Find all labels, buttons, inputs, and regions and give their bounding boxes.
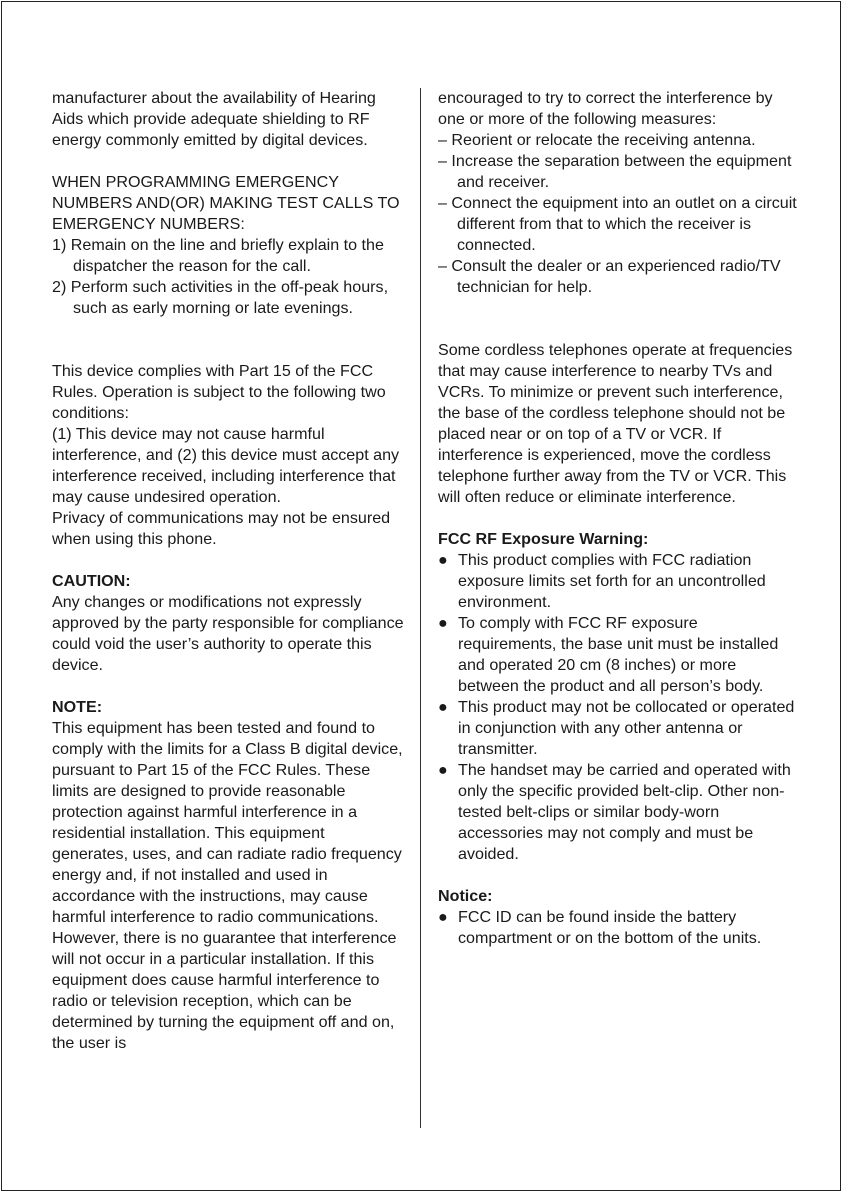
bullet-icon: ● xyxy=(438,614,448,632)
rf-item-text: This product complies with FCC radiation exposure limits set forth for an uncontrolled environment. xyxy=(458,551,766,611)
notice-item-text: FCC ID can be found inside the battery compartment or on the bottom of the units. xyxy=(458,908,762,947)
rf-item-2 xyxy=(438,613,800,697)
caution-text: Any changes or modifications not expressly approved by the party responsible for compliance could void the user’s authority to operate this device. xyxy=(52,593,404,674)
cordless-paragraph: Some cordless telephones operate at frequencies that may cause interference to nearby TVs and VCRs. To minimize or prevent such interference, the base of the cordless telephone should not be placed near or on top of a TV or VCR. If interference is experienced, move the cordless telephone further away from the TV or VCR. This will often reduce or eliminate interference. xyxy=(438,341,793,506)
notice-item-1 xyxy=(438,907,800,949)
rf-item-text: This product may not be collocated or operated in conjunction with any other antenna or transmitter. xyxy=(458,698,795,758)
measure-item-4: – Consult the dealer or an experienced radio/TV technician for help. xyxy=(438,257,781,296)
caution-heading: CAUTION: xyxy=(52,572,131,590)
measure-item-3: – Connect the equipment into an outlet on a circuit different from that to which the receiver is connected. xyxy=(438,194,797,254)
note-text: This equipment has been tested and found to comply with the limits for a Class B digital device, pursuant to Part 15 of the FCC Rules. These limits are designed to provide reasonable protection against harmful interference in a residential installation. This equipment generates, uses, and can radiate radio frequency energy and, if not installed and used in accordance with the instructions, may cause harmful interference to radio communications. However, there is no guarantee that interference will not occur in a particular installation. If this equipment does cause harmful interference to radio or television reception, which can be determined by turning the equipment off and on, the user is xyxy=(52,719,403,1052)
rf-item-text: The handset may be carried and operated with only the specific provided belt-clip. Other non-tested belt-clips or similar body-worn accessories may not comply and must be avoided. xyxy=(458,761,791,863)
notice-heading: Notice: xyxy=(438,887,493,905)
bullet-icon: ● xyxy=(438,551,448,569)
fcc-conditions-paragraph: (1) This device may not cause harmful interference, and (2) this device must accept any interference received, including interference that may cause undesired operation. xyxy=(52,425,400,506)
measure-item-2: – Increase the separation between the equipment and receiver. xyxy=(438,152,792,191)
note-heading: NOTE: xyxy=(52,698,103,716)
rf-item-3 xyxy=(438,697,800,760)
left-column xyxy=(52,88,404,1054)
column-divider xyxy=(420,88,421,1128)
fcc-part15-paragraph: This device complies with Part 15 of the FCC Rules. Operation is subject to the following two conditions: xyxy=(52,362,386,422)
emergency-heading: WHEN PROGRAMMING EMERGENCY NUMBERS AND(OR) MAKING TEST CALLS TO EMERGENCY NUMBERS: xyxy=(52,173,400,233)
rf-item-text: To comply with FCC RF exposure requirements, the base unit must be installed and operated 20 cm (8 inches) or more between the product and all person’s body. xyxy=(458,614,779,695)
bullet-icon: ● xyxy=(438,908,448,926)
measure-item-1: – Reorient or relocate the receiving antenna. xyxy=(438,131,756,149)
rf-item-4 xyxy=(438,760,800,865)
hearing-aid-paragraph: manufacturer about the availability of Hearing Aids which provide adequate shielding to RF energy commonly emitted by digital devices. xyxy=(52,89,376,149)
right-column xyxy=(438,88,800,949)
bullet-icon: ● xyxy=(438,761,448,779)
emergency-item-2: 2) Perform such activities in the off-peak hours, such as early morning or late evenings. xyxy=(52,278,389,317)
emergency-item-1: 1) Remain on the line and briefly explain to the dispatcher the reason for the call. xyxy=(52,236,384,275)
privacy-paragraph: Privacy of communications may not be ensured when using this phone. xyxy=(52,509,391,548)
rf-item-1 xyxy=(438,550,800,613)
measures-intro: encouraged to try to correct the interference by one or more of the following measures: xyxy=(438,89,773,128)
bullet-icon: ● xyxy=(438,698,448,716)
rf-exposure-heading: FCC RF Exposure Warning: xyxy=(438,530,649,548)
